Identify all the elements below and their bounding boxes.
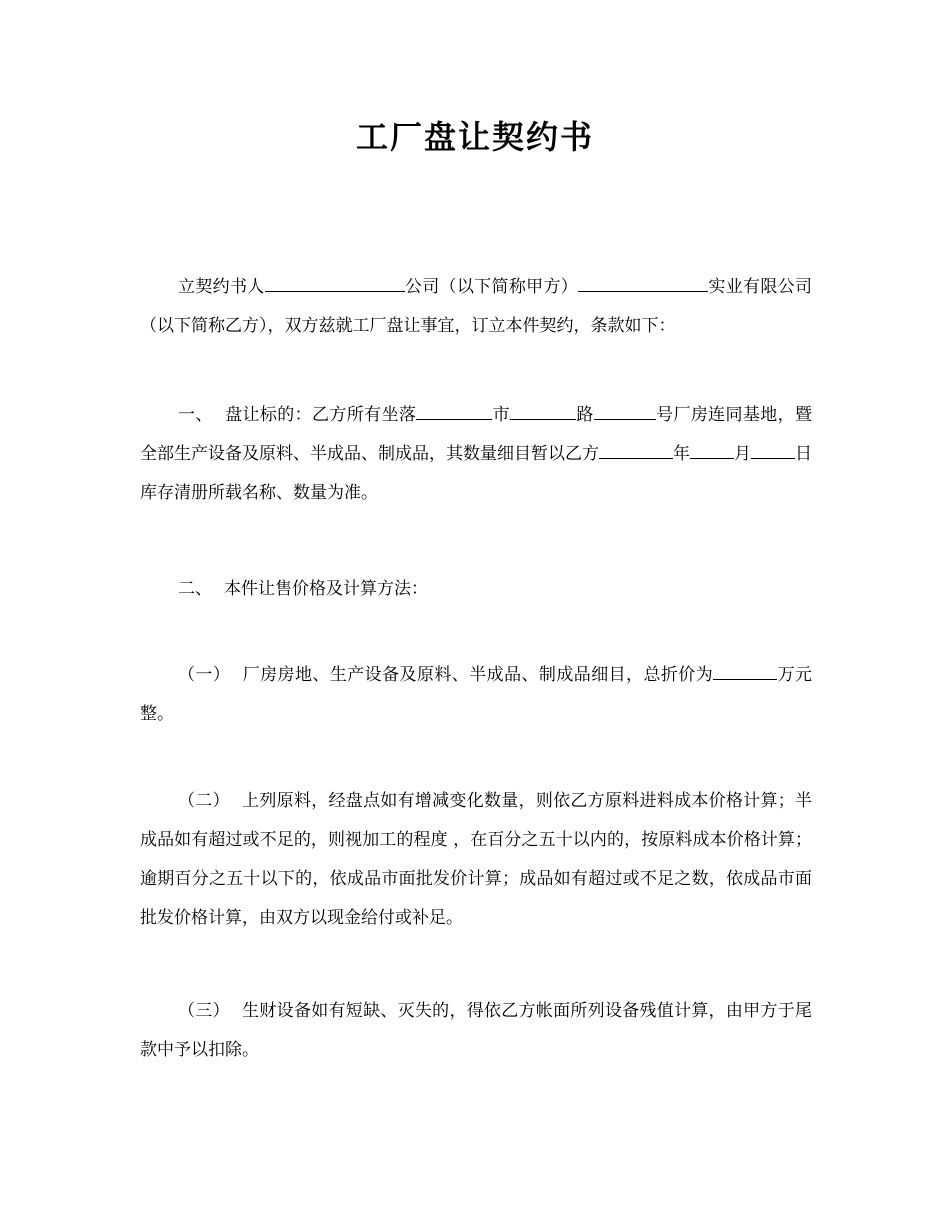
intro-text-2: 公司（以下简称甲方）: [404, 277, 579, 297]
clause-1-text-7: 日库存清册所载名称、数量为准。: [140, 444, 812, 503]
clause-1-text-6: 月: [734, 444, 751, 464]
clause-1-text-2: 市: [492, 405, 510, 425]
sub-clause-3-paragraph: [140, 992, 812, 1070]
intro-text-1: 立契约书人: [178, 277, 265, 297]
sub-clause-3-text: 生财设备如有短缺、灭失的，得依乙方帐面所列设备残值计算，由甲方于尾款中予以扣除。: [140, 1001, 813, 1060]
sub-clause-3-number: （三）: [178, 1001, 230, 1021]
sub-clause-1-paragraph: [140, 656, 812, 734]
document-title: 工厂盘让契约书: [355, 118, 594, 156]
clause-1-text-1: 盘让标的：乙方所有坐落: [224, 405, 417, 425]
sub-clause-2-paragraph: [140, 782, 812, 938]
clause-1-text-5: 年: [673, 444, 690, 464]
clause-2-paragraph: [140, 570, 812, 609]
sub-clause-2-number: （二）: [178, 791, 230, 811]
number-blank: [594, 401, 656, 420]
party-a-name-blank: [265, 273, 405, 292]
year-blank: [599, 440, 673, 459]
clause-2-text: 本件让售价格及计算方法：: [224, 579, 428, 599]
sub-clause-1-number: （一）: [178, 665, 231, 685]
clause-1-number: 一、: [178, 405, 213, 425]
month-blank-trailing: [690, 440, 734, 459]
city-blank: [416, 401, 492, 420]
intro-text-3: 实业有限公司（以下简称乙方），双方兹就工厂盘让事宜，订立本件契约，条款如下：: [140, 277, 813, 336]
party-b-name-blank: [578, 273, 708, 292]
clause-1-paragraph: [140, 396, 812, 513]
clause-1-text-4: 号厂房连同基地，暨全部生产设备及原料、半成品、制成品，其数量细目暂以乙方: [140, 405, 813, 464]
day-blank: [751, 440, 795, 459]
sub-clause-1-text-2: 万元整。: [140, 665, 813, 724]
sub-clause-2-text: 上列原料，经盘点如有增减变化数量，则依乙方原料进料成本价格计算；半成品如有超过或不足的，则视加工的程度 ，在百分之五十以内的，按原料成本价格计算；逾期百分之五十以下的，依成品市面批发价计算；成品如有超过或不足之数，依成品市面批发价格计算，由双方以现金给付或补足。: [140, 791, 813, 928]
intro-paragraph: [140, 268, 812, 346]
total-price-blank: [713, 661, 777, 680]
clause-2-number: 二、: [178, 579, 212, 599]
road-blank: [510, 401, 576, 420]
clause-1-text-3: 路: [575, 405, 594, 425]
sub-clause-1-text-1: 厂房房地、生产设备及原料、半成品、制成品细目，总折价为: [242, 665, 714, 685]
